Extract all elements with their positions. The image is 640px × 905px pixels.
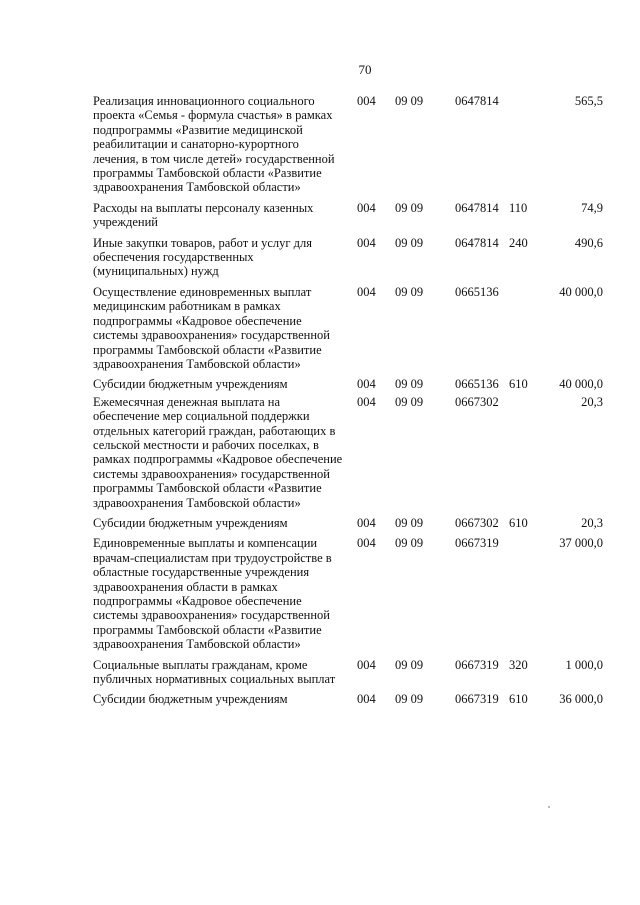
row-expense-type: 610: [509, 692, 528, 707]
row-expense-type: 110: [509, 200, 528, 215]
row-target: 0665136: [455, 284, 499, 299]
row-target: 0647814: [455, 235, 499, 250]
row-ved: 004: [357, 94, 376, 108]
row-name: Осуществление единовременных выплат медицинским работникам в рамках подпрограммы «Кадровое обеспечение системы здравоохранения» государственной программы Тамбовской области «Развитие здравоохранения Тамбовской области»: [93, 284, 330, 371]
row-sum: 20,3: [581, 515, 603, 530]
table-row: [93, 94, 613, 195]
row-target: 0667302: [455, 394, 499, 409]
scan-speck: [548, 806, 550, 808]
row-ved: 004: [357, 394, 376, 409]
row-ved: 004: [357, 235, 376, 250]
row-target: 0647814: [455, 200, 499, 215]
table-row: [93, 516, 613, 530]
row-sum: 1 000,0: [565, 657, 603, 672]
row-target: 0667319: [455, 657, 499, 672]
row-name: Субсидии бюджетным учреждениям: [93, 515, 288, 530]
row-target: 0665136: [455, 377, 499, 392]
row-section: 09 09: [395, 284, 424, 299]
row-sum: 40 000,0: [559, 284, 603, 299]
budget-table: [93, 94, 613, 713]
table-row: [93, 658, 613, 687]
row-ved: 004: [357, 536, 376, 551]
row-sum: 490,6: [574, 235, 603, 250]
row-sum: 40 000,0: [559, 377, 603, 392]
table-row: [93, 236, 613, 279]
row-expense-type: [509, 536, 545, 651]
row-section: 09 09: [395, 657, 424, 672]
row-expense-type: 320: [509, 657, 528, 672]
row-section: 09 09: [395, 200, 424, 215]
row-name: Субсидии бюджетным учреждениям: [93, 377, 288, 392]
row-name: Ежемесячная денежная выплата на обеспечение мер социальной поддержки отдельных категорий граждан, работающих в сельской местности и рабочих поселках, в рамках подпрограммы «Кадровое обеспечение системы здравоохранения» государственной программы Тамбовской области «Развитие здравоохранения Тамбовской области»: [93, 394, 343, 510]
row-name: Иные закупки товаров, работ и услуг для обеспечения государственных (муниципальных) нужд: [93, 235, 313, 279]
row-expense-type: [509, 395, 545, 510]
row-section: 09 09: [395, 377, 424, 392]
row-ved: 004: [357, 284, 376, 299]
table-row: [93, 285, 613, 371]
row-section: 09 09: [395, 515, 424, 530]
row-ved: 004: [357, 515, 376, 530]
table-row: [93, 201, 613, 230]
row-expense-type: 610: [509, 377, 528, 392]
row-section: 09 09: [395, 235, 424, 250]
row-name: Реализация инновационного социального проекта «Семья - формула счастья» в рамках подпрограммы «Развитие медицинской реабилитации и санаторно-курортного лечения, в том числе детей» государственной программы Тамбовской области «Развитие здравоохранения Тамбовской области»: [93, 94, 335, 195]
row-section: 09 09: [395, 692, 424, 707]
row-section: 09 09: [395, 94, 424, 108]
row-sum: 74,9: [581, 200, 603, 215]
row-expense-type: 240: [509, 235, 528, 250]
row-expense-type: [509, 94, 545, 195]
row-sum: 37 000,0: [559, 536, 603, 551]
row-ved: 004: [357, 377, 376, 392]
row-expense-type: 610: [509, 515, 528, 530]
row-ved: 004: [357, 692, 376, 707]
row-target: 0667319: [455, 692, 499, 707]
table-row: [93, 536, 613, 651]
row-target: 0667302: [455, 515, 499, 530]
row-sum: 20,3: [581, 394, 603, 409]
row-ved: 004: [357, 657, 376, 672]
page-number: 70: [358, 62, 372, 77]
row-name: Социальные выплаты гражданам, кроме публичных нормативных социальных выплат: [93, 657, 336, 687]
table-row: [93, 395, 613, 510]
row-sum: 36 000,0: [559, 692, 603, 707]
table-row: [93, 377, 613, 391]
row-ved: 004: [357, 200, 376, 215]
row-name: Расходы на выплаты персоналу казенных учреждений: [93, 200, 314, 230]
row-sum: 565,5: [574, 94, 603, 108]
row-section: 09 09: [395, 536, 424, 551]
row-expense-type: [509, 285, 545, 371]
table-row: [93, 692, 613, 706]
row-name: Единовременные выплаты и компенсации врачам-специалистам при трудоустройстве в областные государственные учреждения здравоохранения области в рамках подпрограммы «Кадровое обеспечение системы здравоохранения» государственной программы Тамбовской области «Развитие здравоохранения Тамбовской области»: [93, 536, 332, 652]
row-name: Субсидии бюджетным учреждениям: [93, 692, 288, 707]
row-section: 09 09: [395, 394, 424, 409]
row-target: 0667319: [455, 536, 499, 551]
row-target: 0647814: [455, 94, 499, 108]
